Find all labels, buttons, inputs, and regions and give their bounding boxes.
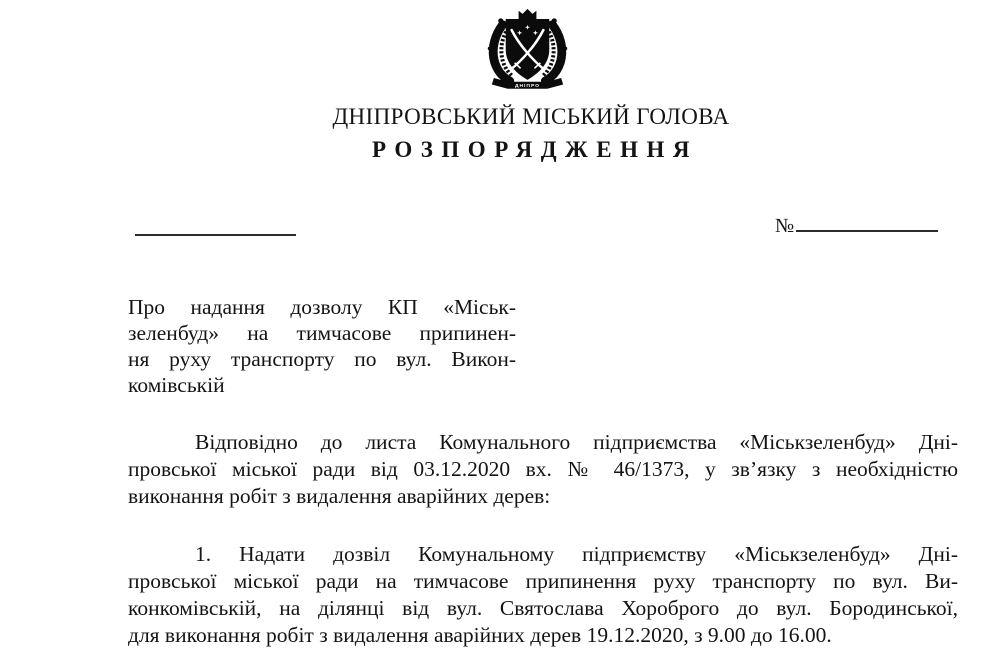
paragraph-line: для виконання робіт з видалення аварійних дерев 19.12.2020, з 9.00 до 16.00.	[128, 623, 832, 647]
number-sign: №	[775, 215, 795, 237]
paragraph-line: виконання робіт з видалення аварійних дерев:	[128, 484, 551, 508]
paragraph-line: Відповідно до листа Комунального підприємства «Міськзеленбуд» Дні-	[195, 430, 958, 454]
number-blank-line	[796, 213, 938, 232]
subject-line: Про надання дозволу КП «Міськ-	[128, 295, 516, 319]
paragraph-line: провської міської ради на тимчасове припинення руху транспорту по вул. Ви-	[128, 569, 958, 593]
document-type-title: РОЗПОРЯДЖЕННЯ	[371, 137, 699, 162]
body-paragraph-1	[128, 429, 958, 510]
subject-block	[128, 294, 516, 398]
paragraph-line: провської міської ради від 03.12.2020 вх. № 46/1373, у зв’язку з необхідністю	[128, 457, 958, 481]
subject-line: ня руху транспорту по вул. Викон-	[128, 347, 516, 371]
subject-line: зеленбуд» на тимчасове припинен-	[128, 321, 516, 345]
date-blank-line	[135, 220, 296, 236]
paragraph-line: конкомівській, на ділянці від вул. Святослава Хороброго до вул. Бородинської,	[128, 596, 958, 620]
emblem-ribbon-text: ДНІПРО	[515, 84, 540, 90]
organization-name: ДНІПРОВСЬКИЙ МІСЬКИЙ ГОЛОВА	[332, 104, 730, 129]
paragraph-line: 1. Надати дозвіл Комунальному підприємству «Міськзеленбуд» Дні-	[195, 542, 958, 566]
number-line-group	[775, 213, 938, 237]
subject-line: комівській	[128, 373, 225, 397]
coat-of-arms	[478, 7, 577, 90]
body-paragraph-2	[128, 541, 958, 649]
dnipro-emblem-icon	[478, 7, 577, 90]
